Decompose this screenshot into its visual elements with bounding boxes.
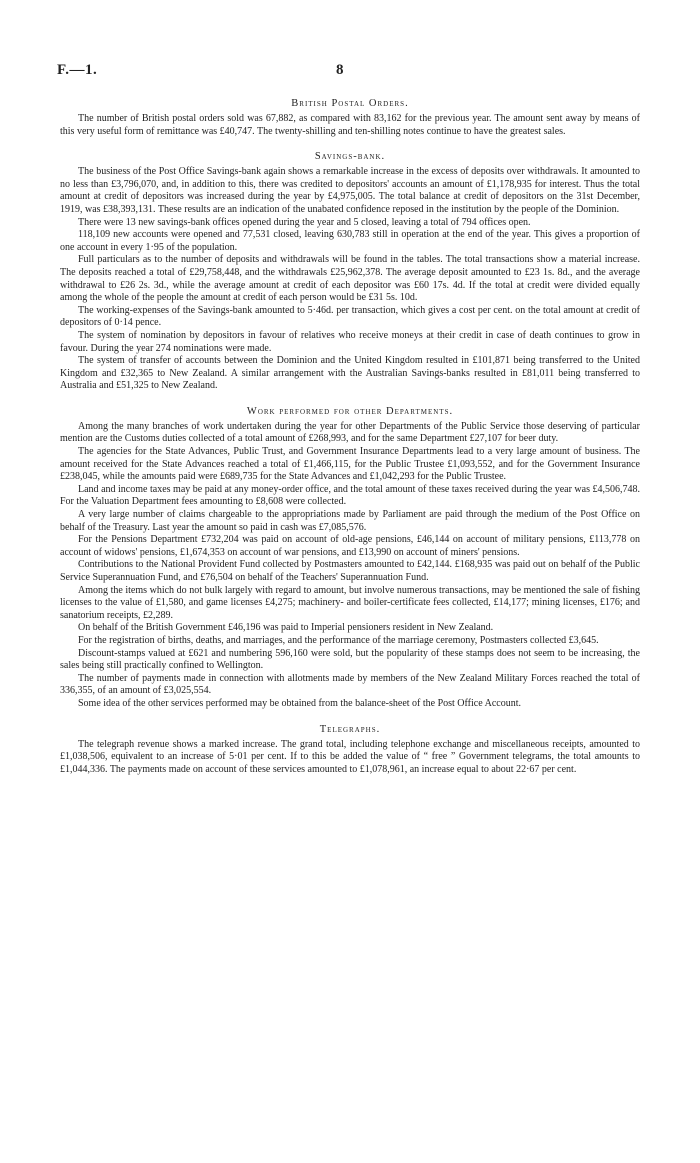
paragraph: Among the items which do not bulk largely with regard to amount, but involve numerous transactions, may be mentioned the sale of fishing licenses to the value of £1,580, and game licenses £4,275; machinery- and boiler-certificate fees collected, £14,177; mining licenses, £176; and sanatorium receipts, £2,289. [60,584,640,621]
paragraph: 118,109 new accounts were opened and 77,531 closed, leaving 630,783 still in operation at the end of the year. This gives a proportion of one account in every 1·95 of the population. [60,229,640,253]
paragraph: The system of transfer of accounts between the Dominion and the United Kingdom resulted in £101,871 being transferred to the United Kingdom and £32,365 to New Zealand. A similar arrangement with the Australian Savings-banks resulted in £81,011 being transferred to Australia and £51,325 to New Zealand. [60,355,640,392]
section-heading: Work performed for other Departments. [246,405,454,417]
section-other-departments [60,406,640,711]
section-heading: Savings-bank. [314,151,386,163]
section-heading: Telegraphs. [319,723,381,735]
paragraph: The agencies for the State Advances, Public Trust, and Government Insurance Departments lead to a very large amount of business. The amount received for the State Advances reached a total of £1,466,115, for the Public Trustee £1,093,552, and for the Government Insurance £238,045, while the amounts paid were £689,735 for the State Advances and £1,042,293 for the Public Trustee. [60,446,640,483]
paragraph: For the registration of births, deaths, and marriages, and the performance of the marriage ceremony, Postmasters collected £3,645. [78,634,599,646]
report-reference: F.—1. [57,62,98,78]
paragraph: Full particulars as to the number of deposits and withdrawals will be found in the tables. The total transactions show a material increase. The deposits reached a total of £29,758,448, and the withdrawals £25,962,378. The average deposit amounted to £23 1s. 8d., and the average withdrawal to £26 2s. 3d., while the average amount at credit of each depositor was £60 17s. 4d. If the total at credit were divided equally among the whole of the people the amount at credit of each person would be £31 5s. 10d. [60,254,640,304]
paragraph: For the Pensions Department £732,204 was paid on account of old-age pensions, £46,144 on account of military pensions, £113,778 on account of widows' pensions, £1,674,353 on account of war pensions, and £13,990 on account of miners' pensions. [60,534,640,558]
section-savings-bank [60,151,640,393]
paragraph: The number of payments made in connection with allotments made by members of the New Zealand Military Forces reached the total of 336,355, of an amount of £3,025,554. [60,672,640,697]
paragraph: The system of nomination by depositors in favour of relatives who receive moneys at their credit in case of death continues to grow in favour. During the year 274 nominations were made. [60,329,640,354]
paragraph: Some idea of the other services performed may be obtained from the balance-sheet of the Post Office Account. [78,697,521,709]
page-number: 8 [336,62,344,78]
section-heading: British Postal Orders. [291,98,409,109]
paragraph: On behalf of the British Government £46,196 was paid to Imperial pensioners resident in New Zealand. [78,622,494,634]
paragraph: Contributions to the National Provident Fund collected by Postmasters amounted to £42,144. £168,935 was paid out on behalf of the Public Service Superannuation Fund, and £76,504 on behalf of the Teachers' Superannuation Fund. [60,559,640,583]
paragraph: The working-expenses of the Savings-bank amounted to 5·46d. per transaction, which gives a cost per cent. on the total amount at credit of depositors of 0·14 pence. [60,304,640,329]
paragraph: Land and income taxes may be paid at any money-order office, and the total amount of these taxes received during the year was £4,506,748. For the Valuation Department fees amounting to £8,608 were collected. [60,483,640,508]
paragraph: The business of the Post Office Savings-bank again shows a remarkable increase in the excess of deposits over withdrawals. It amounted to no less than £3,796,070, and, in addition to this, there was credited to depositors' accounts an amount of £1,178,935 for interest. Thus the total amount at credit of depositors was increased during the year by £4,975,005. The total balance at credit of depositors on the 31st December, 1919, was £38,393,131. These results are an indication of the unabated confidence reposed in the institution by the people of the Dominion. [60,166,640,215]
section-british-postal-orders [60,98,640,138]
paragraph: Among the many branches of work undertaken during the year for other Departments of the Public Service those deserving of particular mention are the Customs duties collected of a total amount of £268,993, and for the same Department £27,107 for beer duty. [60,420,640,445]
page-body [60,98,640,789]
paragraph: A very large number of claims chargeable to the appropriations made by Parliament are paid through the medium of the Post Office on behalf of the Treasury. Last year the amount so paid in cash was £7,085,576. [60,509,640,533]
paragraph: Discount-stamps valued at £621 and numbering 596,160 were sold, but the popularity of these stamps does not seem to be increasing, the sales being still practically confined to Wellington. [60,647,640,672]
paragraph: There were 13 new savings-bank offices opened during the year and 5 closed, leaving a total of 794 offices open. [78,216,531,228]
paragraph: The telegraph revenue shows a marked increase. The grand total, including telephone exchange and miscellaneous receipts, amounted to £1,038,506, equivalent to an increase of 5·01 per cent. If to this be added the value of “ free ” Government telegrams, the total amounts to £1,044,336. The payments made on account of these services amounted to £1,078,961, an increase equal to about 22·67 per cent. [60,738,640,775]
section-telegraphs [60,724,640,777]
paragraph: The number of British postal orders sold was 67,882, as compared with 83,162 for the previous year. The amount sent away by means of this very useful form of remittance was £40,747. The twenty-shilling and ten-shilling notes continue to have the greatest sales. [60,113,640,137]
